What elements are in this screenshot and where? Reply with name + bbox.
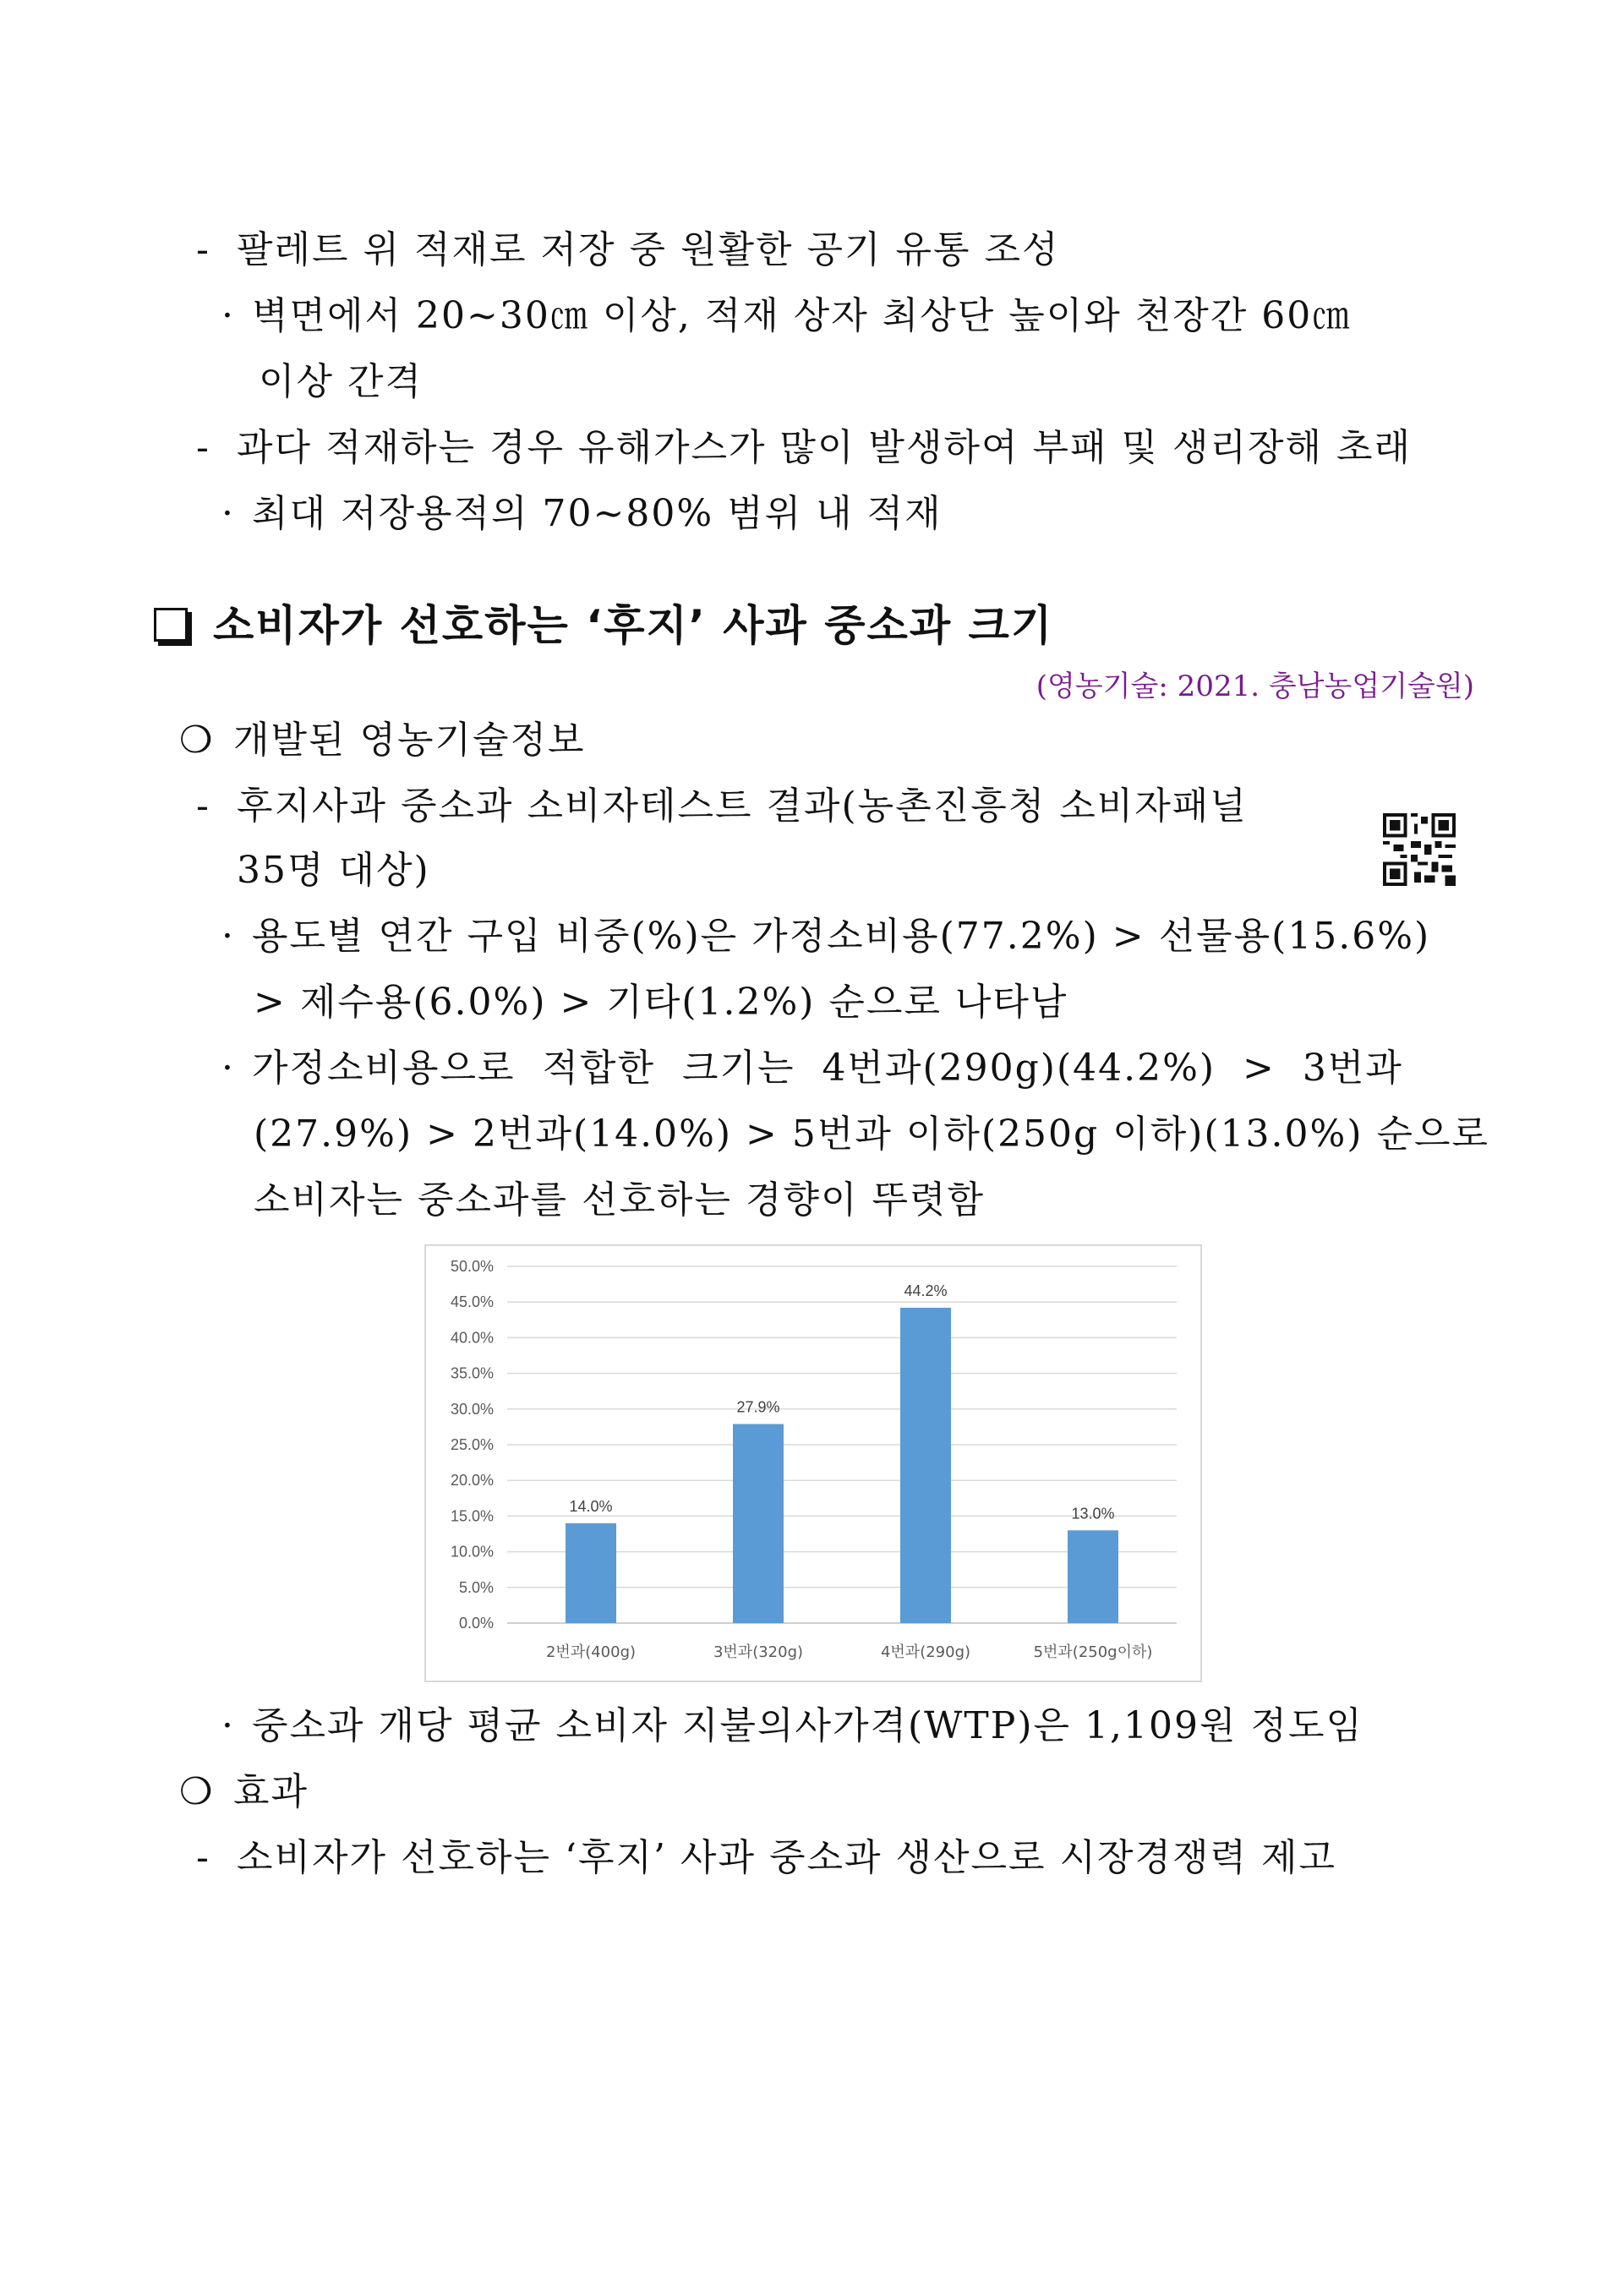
line-marker: - — [196, 228, 210, 271]
circle-bullet-icon: ❍ — [179, 1770, 215, 1813]
line-text: 소비자는 중소과를 선호하는 경향이 뚜렷함 — [254, 1178, 986, 1222]
y-tick-label: 35.0% — [450, 1364, 494, 1382]
checkbox-square-icon — [154, 608, 188, 642]
y-tick-label: 40.0% — [450, 1329, 494, 1347]
line-text: 과다 적재하는 경우 유해가스가 많이 발생하여 부패 및 생리장해 초래 — [237, 426, 1412, 469]
y-tick-label: 10.0% — [450, 1543, 494, 1561]
line-marker: · — [221, 1704, 235, 1747]
line-marker: - — [196, 784, 210, 828]
y-tick-label: 30.0% — [450, 1400, 494, 1418]
y-tick-label: 45.0% — [450, 1293, 494, 1311]
data-label: 44.2% — [904, 1282, 948, 1299]
item-line-5 — [0, 979, 1623, 1026]
line-text: 팔레트 위 적재로 저장 중 원활한 공기 유통 조성 — [237, 228, 1060, 271]
category-label: 2번과(400g) — [545, 1643, 637, 1661]
item-line-3 — [0, 847, 1623, 894]
line-text: > 제수용(6.0%) > 기타(1.2%) 순으로 나타남 — [254, 981, 1068, 1024]
data-label: 13.0% — [1071, 1505, 1115, 1522]
bar — [566, 1523, 616, 1623]
item-line-1 — [0, 717, 1623, 764]
bar-chart — [424, 1244, 1202, 1682]
circle-bullet-icon: ❍ — [179, 719, 215, 762]
item-line-2 — [0, 783, 1623, 830]
category-label: 3번과(320g) — [713, 1643, 804, 1661]
data-label: 27.9% — [736, 1398, 780, 1416]
item-line-6 — [0, 1045, 1623, 1092]
source-citation: (영농기술: 2021. 충남농업기술원) — [1036, 670, 1474, 703]
y-tick-label: 50.0% — [450, 1258, 494, 1275]
item-line-8 — [0, 1177, 1623, 1224]
qr-code-icon[interactable] — [1383, 813, 1456, 886]
line-text: 중소과 개당 평균 소비자 지불의사가격(WTP)은 1,109원 정도임 — [252, 1704, 1363, 1747]
text-line-3 — [0, 358, 1623, 406]
line-text: (27.9%) > 2번과(14.0%) > 5번과 이하(250g 이하)(13.0%) 순으로 — [254, 1112, 1489, 1156]
bar — [1068, 1530, 1118, 1623]
after-line-3 — [0, 1834, 1623, 1882]
after-line-2 — [0, 1768, 1623, 1816]
line-text: 개발된 영농기술정보 — [233, 719, 586, 762]
line-marker: · — [221, 492, 235, 535]
bar — [900, 1308, 951, 1623]
line-text: 가정소비용으로 적합한 크기는 4번과(290g)(44.2%) > 3번과 — [252, 1047, 1403, 1090]
bar — [733, 1424, 784, 1623]
category-label: 5번과(250g이하) — [1033, 1643, 1153, 1661]
bar-chart-svg — [426, 1246, 1200, 1681]
line-marker: · — [221, 294, 235, 337]
text-line-1 — [0, 227, 1623, 274]
line-text: 이상 간격 — [259, 360, 424, 403]
line-marker: - — [196, 426, 210, 469]
text-line-4 — [0, 424, 1623, 472]
y-tick-label: 0.0% — [458, 1615, 494, 1632]
line-text: 후지사과 중소과 소비자테스트 결과(농촌진흥청 소비자패널 — [237, 784, 1248, 828]
line-marker: - — [196, 1836, 210, 1879]
line-text: 최대 저장용적의 70~80% 범위 내 적재 — [252, 492, 943, 535]
text-line-5 — [0, 490, 1623, 538]
line-marker: · — [221, 1047, 235, 1090]
data-label: 14.0% — [569, 1497, 613, 1515]
line-marker: · — [221, 915, 235, 958]
y-tick-label: 5.0% — [458, 1578, 494, 1596]
category-label: 4번과(290g) — [880, 1643, 971, 1661]
item-line-4 — [0, 913, 1623, 960]
item-line-7 — [0, 1111, 1623, 1158]
y-tick-label: 20.0% — [450, 1472, 494, 1490]
after-line-1 — [0, 1703, 1623, 1750]
line-text: 효과 — [233, 1770, 309, 1813]
section-title: 소비자가 선호하는 ‘후지’ 사과 중소과 크기 — [213, 601, 1054, 650]
y-tick-label: 25.0% — [450, 1436, 494, 1453]
line-text: 벽면에서 20~30㎝ 이상, 적재 상자 최상단 높이와 천장간 60㎝ — [252, 294, 1352, 337]
line-text: 소비자가 선호하는 ‘후지’ 사과 중소과 생산으로 시장경쟁력 제고 — [237, 1836, 1336, 1879]
text-line-2 — [0, 292, 1623, 340]
line-text: 35명 대상) — [237, 849, 430, 892]
section-heading — [154, 599, 1053, 653]
line-text: 용도별 연간 구입 비중(%)은 가정소비용(77.2%) > 선물용(15.6%) — [252, 915, 1431, 958]
y-tick-label: 15.0% — [450, 1507, 494, 1525]
